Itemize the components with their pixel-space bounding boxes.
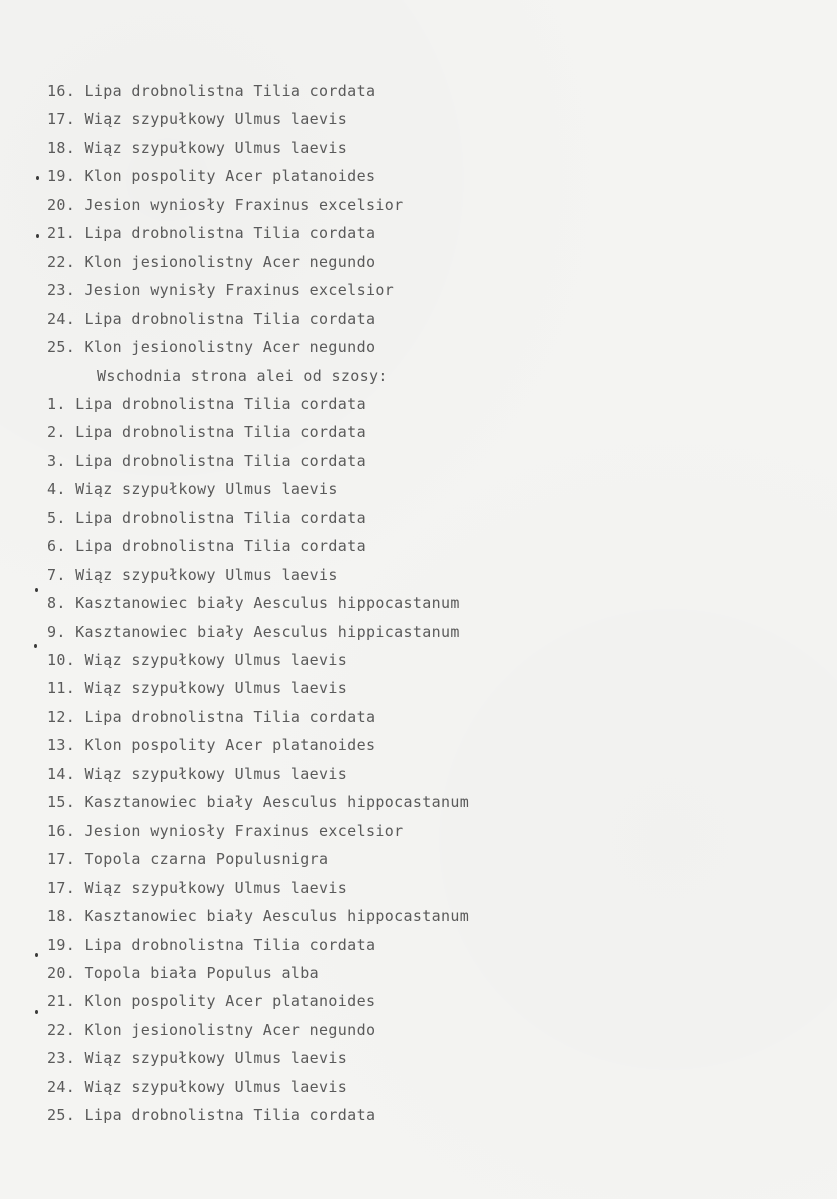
list-item: 14. Wiąz szypułkowy Ulmus laevis <box>47 765 348 783</box>
list-item: 21. Klon pospolity Acer platanoides <box>47 992 376 1010</box>
list-item: 25. Klon jesionolistny Acer negundo <box>47 338 376 356</box>
list-item: 22. Klon jesionolistny Acer negundo <box>47 253 376 271</box>
list-item: 11. Wiąz szypułkowy Ulmus laevis <box>47 679 348 697</box>
list-item: 7. Wiąz szypułkowy Ulmus laevis <box>47 566 338 584</box>
section-heading: Wschodnia strona alei od szosy: <box>97 367 388 385</box>
list-item: 24. Lipa drobnolistna Tilia cordata <box>47 310 376 328</box>
list-item: 20. Topola biała Populus alba <box>47 964 320 982</box>
margin-mark <box>36 234 39 238</box>
list-item: 18. Kasztanowiec biały Aesculus hippocastanum <box>47 907 470 925</box>
margin-mark <box>34 644 37 648</box>
margin-mark <box>36 176 39 180</box>
list-item: 2. Lipa drobnolistna Tilia cordata <box>47 423 366 441</box>
list-item: 13. Klon pospolity Acer platanoides <box>47 736 376 754</box>
list-item: 25. Lipa drobnolistna Tilia cordata <box>47 1106 376 1124</box>
list-item: 17. Topola czarna Populusnigra <box>47 850 329 868</box>
list-item: 23. Jesion wynisły Fraxinus excelsior <box>47 281 395 299</box>
list-item: 5. Lipa drobnolistna Tilia cordata <box>47 509 366 527</box>
list-item: 3. Lipa drobnolistna Tilia cordata <box>47 452 366 470</box>
list-item: 12. Lipa drobnolistna Tilia cordata <box>47 708 376 726</box>
list-item: 17. Wiąz szypułkowy Ulmus laevis <box>47 879 348 897</box>
list-item: 19. Klon pospolity Acer platanoides <box>47 167 376 185</box>
margin-mark <box>35 953 38 957</box>
list-item: 6. Lipa drobnolistna Tilia cordata <box>47 537 366 555</box>
list-item: 19. Lipa drobnolistna Tilia cordata <box>47 936 376 954</box>
list-item: 17. Wiąz szypułkowy Ulmus laevis <box>47 110 348 128</box>
list-item: 9. Kasztanowiec biały Aesculus hippicastanum <box>47 623 460 641</box>
list-item: 1. Lipa drobnolistna Tilia cordata <box>47 395 366 413</box>
list-item: 10. Wiąz szypułkowy Ulmus laevis <box>47 651 348 669</box>
list-item: 20. Jesion wyniosły Fraxinus excelsior <box>47 196 404 214</box>
list-item: 24. Wiąz szypułkowy Ulmus laevis <box>47 1078 348 1096</box>
list-item: 8. Kasztanowiec biały Aesculus hippocastanum <box>47 594 460 612</box>
list-item: 22. Klon jesionolistny Acer negundo <box>47 1021 376 1039</box>
list-item: 16. Lipa drobnolistna Tilia cordata <box>47 82 376 100</box>
list-item: 4. Wiąz szypułkowy Ulmus laevis <box>47 480 338 498</box>
list-item: 18. Wiąz szypułkowy Ulmus laevis <box>47 139 348 157</box>
list-item: 21. Lipa drobnolistna Tilia cordata <box>47 224 376 242</box>
list-item: 15. Kasztanowiec biały Aesculus hippocastanum <box>47 793 470 811</box>
list-item: 23. Wiąz szypułkowy Ulmus laevis <box>47 1049 348 1067</box>
list-item: 16. Jesion wyniosły Fraxinus excelsior <box>47 822 404 840</box>
margin-mark <box>35 588 38 592</box>
margin-mark <box>35 1010 38 1014</box>
